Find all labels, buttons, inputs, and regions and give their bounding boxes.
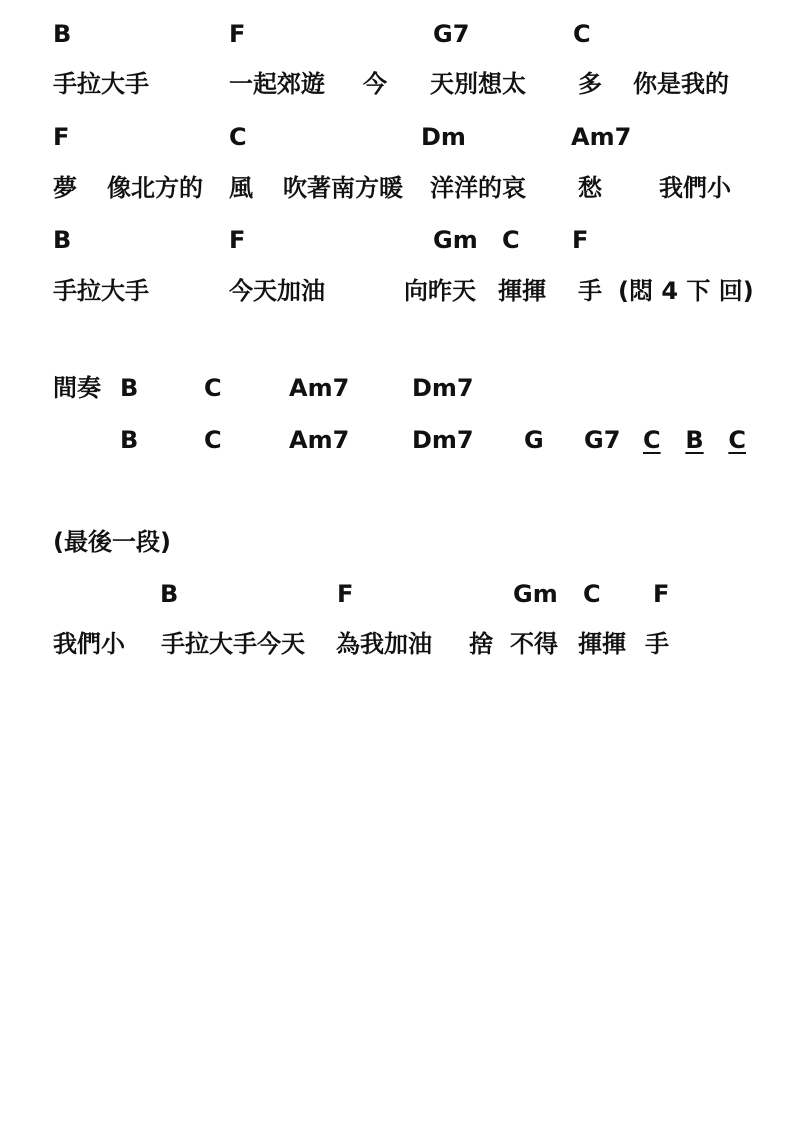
chord: B [685, 426, 704, 454]
lyric-segment: 多 [578, 70, 602, 98]
lyric-segment: 手拉大手 [53, 277, 149, 305]
underlined-chord-group [643, 428, 746, 452]
lyric-segment: 洋洋的哀 [430, 174, 526, 202]
chord: F [229, 20, 246, 48]
chord: F [653, 580, 670, 608]
chord: F [337, 580, 354, 608]
lyric-segment: 揮揮 [498, 277, 546, 305]
interlude-label: 間奏 [53, 374, 101, 402]
chord: B [120, 374, 139, 402]
lyric-segment: 吹著南方暖 [283, 174, 403, 202]
chord: G [524, 426, 544, 454]
chord: Dm7 [412, 374, 474, 402]
chord: B [53, 226, 72, 254]
lyric-segment: 為我加油 [336, 630, 432, 658]
lyric-segment: 今天加油 [229, 277, 325, 305]
lyric-segment: 我們小 [659, 174, 731, 202]
lyric-segment: 不得 [510, 630, 558, 658]
chord: G7 [584, 426, 621, 454]
lyric-segment: 我們小 [53, 630, 125, 658]
chord: C [502, 226, 520, 254]
lyric-segment: 手拉大手今天 [161, 630, 305, 658]
chord: F [229, 226, 246, 254]
chord: F [53, 123, 70, 151]
lyric-segment: 手 [645, 630, 669, 658]
chord: G7 [433, 20, 470, 48]
chord: C [204, 426, 222, 454]
chord: B [53, 20, 72, 48]
chord: Gm [513, 580, 558, 608]
chord: C [643, 426, 661, 454]
lyric-segment: 捨 [469, 630, 493, 658]
lyric-segment: 向昨天 [404, 277, 476, 305]
lyric-segment: 揮揮 [578, 630, 626, 658]
lyric-segment: 夢 [53, 174, 77, 202]
chord: C [728, 426, 746, 454]
lyric-segment: 手拉大手 [53, 70, 149, 98]
lyric-segment: (悶 4 下 回) [618, 277, 754, 305]
lyric-segment: 今 [363, 70, 387, 98]
section-heading: (最後一段) [53, 528, 171, 556]
chord: B [160, 580, 179, 608]
chord: C [229, 123, 247, 151]
lyric-segment: 像北方的 [107, 174, 203, 202]
chord: Gm [433, 226, 478, 254]
chord: B [120, 426, 139, 454]
lyric-segment: 愁 [578, 174, 602, 202]
chord: Am7 [289, 426, 350, 454]
chord: Dm7 [412, 426, 474, 454]
chord: C [204, 374, 222, 402]
lyric-segment: 一起郊遊 [229, 70, 325, 98]
lyric-segment: 天別想太 [430, 70, 526, 98]
chord: Am7 [571, 123, 632, 151]
chord: F [572, 226, 589, 254]
lyric-segment: 風 [229, 174, 253, 202]
lyric-segment: 你是我的 [633, 70, 729, 98]
chord: C [583, 580, 601, 608]
chord: Am7 [289, 374, 350, 402]
chord: Dm [421, 123, 466, 151]
chord: C [573, 20, 591, 48]
lyric-segment: 手 [578, 277, 602, 305]
